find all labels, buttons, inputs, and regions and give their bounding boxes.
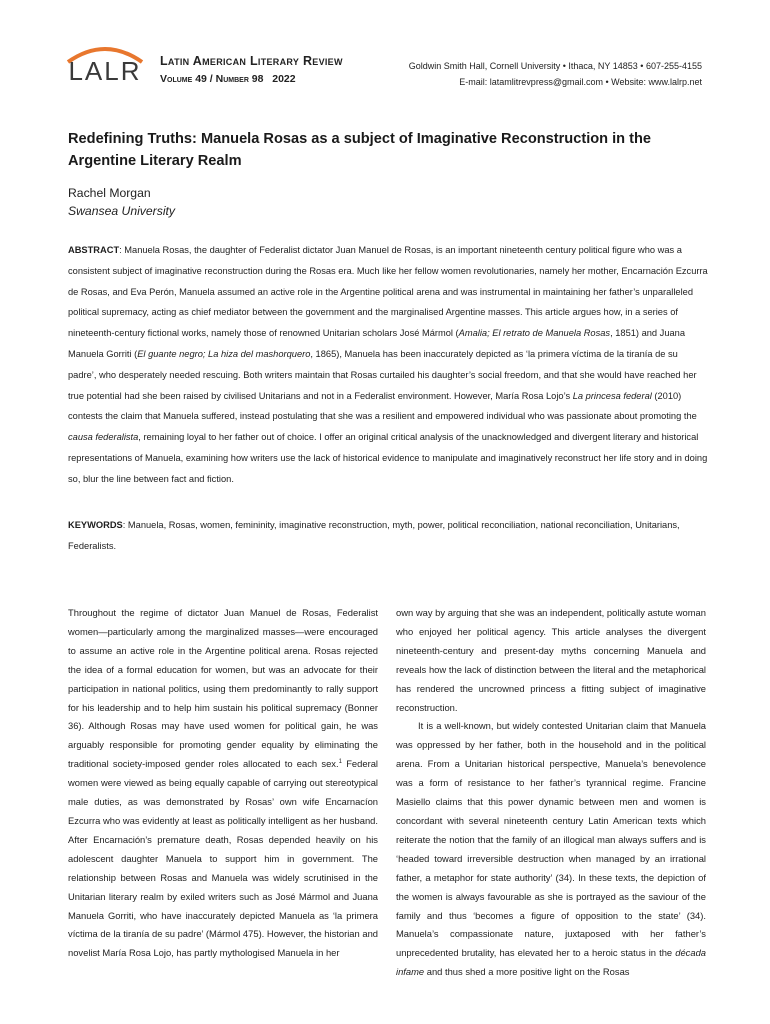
abstract-text: : Manuela Rosas, the daughter of Federalist dictator Juan Manuel de Rosas, is an important nineteenth century political figure who was a consistent subject of imaginative reconstruction during the Rosas era. Much like her fellow women revolutionaries, namely her mother, Encarnación Ezcurra de Rosas, and Eva Perón, Manuela assumed an active role in the Argentine political arena and was instrumental in maintaining her father’s unparalleled political supremacy, acting as chief mediator between the government and the marginalised Argentine masses. This article argues how, in a series of nineteenth-century fictional works, namely those of renowned Unitarian scholars José Mármol ( [68, 245, 708, 339]
address-line: Goldwin Smith Hall, Cornell University • Ithaca, NY 14853 • 607-255-4155 [408, 61, 702, 71]
body-paragraph [68, 604, 378, 963]
abstract-text: (2010) contests the claim that Manuela suffered, instead postulating that she was a resilient and empowered individual who was passionate about promoting the [68, 390, 697, 422]
footnote-marker[interactable]: 1 [338, 759, 342, 766]
abstract-text: , 1851) and Juana Manuela Gorriti ( [68, 328, 686, 359]
keywords [68, 515, 708, 557]
body-paragraph: own way by arguing that she was an independent, politically astute woman who enjoyed her political agency. This article analyses the divergent nineteenth-century and present-day myths concerning Manuela and reveals how the lack of distinction between the literal and the metaphorical has rendered the uncrowned princess a fitting subject of imaginative reconstruction. [396, 607, 706, 713]
logo-text: LALR [68, 56, 142, 86]
body-text: Federal women were viewed as being equally capable of carrying out stereotypical male duties, as was demonstrated by Rosas’ own wife Encarnacíon Ezcurra who was evidently at least as politically intelligent as her husband. After Encarnación’s premature death, Rosas depended heavily on his adolescent daughter Manuela to support him in government. The relationship between Rosas and Manuela was widely scrutinised in the Unitarian literary realm by exiled writers such as José Mármol and Juana Manuela Gorriti, who have inaccurately depicted Manuela as ‘la primera víctima de la tiranía de su padre’ (Mármol 475). However, the historian and novelist María Rosa Lojo, has partly mythologised Manuela in her [68, 758, 378, 959]
volume-number: Volume 49 / Number 98 2022 [160, 73, 296, 85]
abstract-text: , 1865), Manuela has been inaccurately depicted as ‘la primera víctima de la tiranía de su padre’, who desperately needed rescuing. Both writers maintain that Rosas curtailed his daughter’s social freedom, and that she would have reached her true potential had she been raised by civilised Unitarians and not in a Federalist environment. However, María Rosa Lojo’s [68, 348, 697, 401]
abstract-work-title: Amalia; El retrato de Manuela Rosas [458, 328, 611, 339]
abstract-label: ABSTRACT [68, 245, 120, 255]
email-website-line: E-mail: latamlitrevpress@gmail.com • Website: www.lalrp.net [459, 77, 702, 87]
italic-term: década infame [396, 947, 706, 978]
author-affiliation: Swansea University [68, 204, 176, 218]
keywords-label: KEYWORDS [68, 520, 123, 530]
abstract-work-title: El guante negro; La hiza del mashorquero [137, 348, 311, 359]
body-paragraph [396, 717, 706, 982]
abstract [68, 240, 708, 490]
body-column-right [396, 604, 706, 982]
body-column-left [68, 604, 378, 963]
journal-logo [62, 44, 148, 88]
body-text: It is a well-known, but widely contested Unitarian claim that Manuela was oppressed by her father, both in the household and in the political arena. From a Unitarian historical perspective, Manuela’s benevolence was a form of resistance to her father’s tyrannical regime. Francine Masiello claims that this power dynamic between men and women is concordant with several nineteenth century Latin American texts which reiterate the notion that the family of an illogical man always suffers and is ‘headed toward irreversible destruction when managed by an irrational father, a metaphor for state authority’ (34). In these texts, the depiction of the women is always favourable as she is portrayed as the saviour of the family and thus ‘becomes a figure of opposition to the state’ (34). Manuela’s compassionate nature, juxtaposed with her father’s unprecedented brutality, has elevated her to a heroic status in the [396, 720, 706, 959]
body-text: Throughout the regime of dictator Juan Manuel de Rosas, Federalist women—particularly among the marginalized masses—were encouraged to assume an active role in the Argentine political arena. Rosas rejected the idea of a formal education for women, but was an advocate for their participation in national politics, using them predominantly to rally support for his leadership and to help him sustain his political supremacy (Bonner 36). Although Rosas may have used women for political gain, he was arguably responsible for promoting gender equality by eliminating the traditional society-imposed gender roles allocated to each sex. [68, 607, 378, 770]
body-text: and thus shed a more positive light on the Rosas [424, 966, 630, 978]
abstract-italic-term: causa federalista [68, 432, 139, 443]
journal-name: Latin American Literary Review [160, 54, 343, 68]
abstract-text: , remaining loyal to her father out of choice. I offer an original critical analysis of the unacknowledged and divergent literary and historical representations of Manuela, examining how writers use the lack of historical evidence to manipulate and imaginatively reconstruct her life story and in doing so, blur the line between fact and fiction. [68, 432, 708, 484]
keywords-text: : Manuela, Rosas, women, femininity, imaginative reconstruction, myth, power, political reconciliation, national reconciliation, Unitarians, Federalists. [68, 520, 680, 551]
article-title: Redefining Truths: Manuela Rosas as a subject of Imaginative Reconstruction in the Argentine Literary Realm [68, 131, 652, 169]
author-name: Rachel Morgan [68, 186, 151, 200]
abstract-work-title: La princesa federal [572, 390, 652, 401]
contact-block [409, 58, 702, 90]
